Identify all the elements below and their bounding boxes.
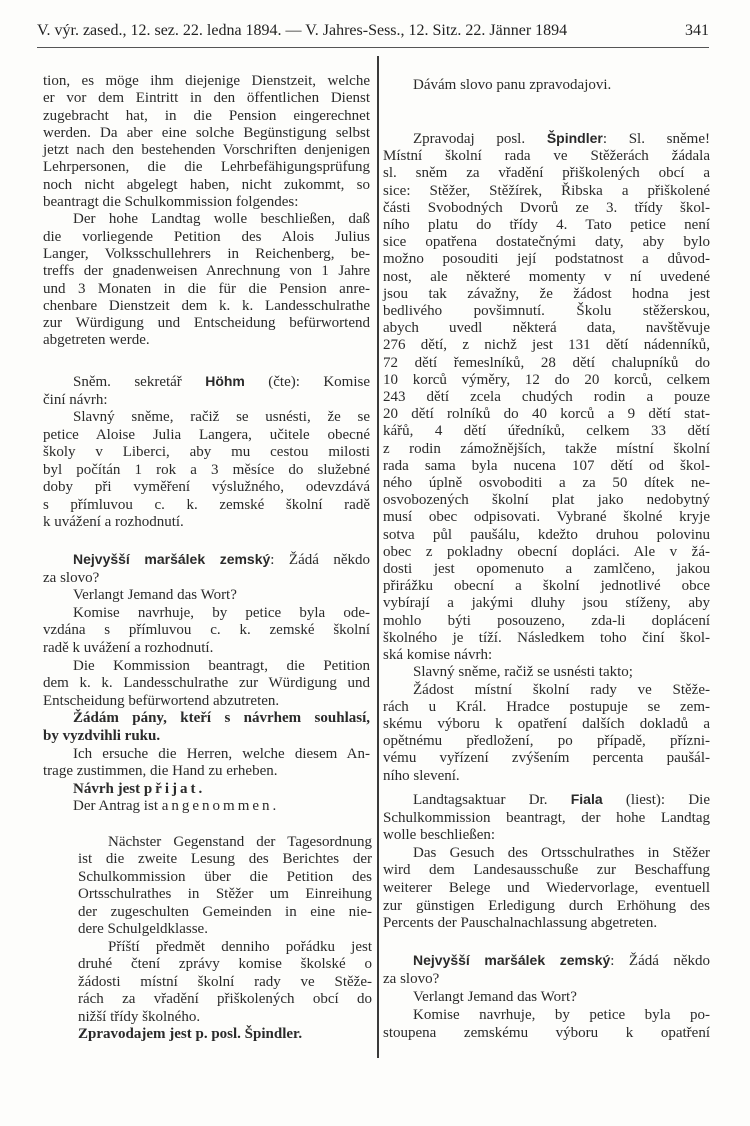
text-segment: jetzt nach den bestehenden Vorschriften denjenigen bbox=[43, 142, 370, 159]
text-line bbox=[43, 427, 370, 445]
text-segment: ního platu do třídy 4. Tato petice není bbox=[383, 217, 710, 234]
text-line bbox=[43, 746, 370, 764]
text-segment: werden. Da aber eine solche Begünstigung selbst bbox=[43, 124, 370, 141]
text-segment: Nächster Gegenstand der Tagesordnung bbox=[108, 834, 372, 850]
text-line bbox=[43, 194, 370, 211]
text-segment: sice opatřena dostatečnými daty, aby bylo bbox=[383, 234, 710, 251]
text-line bbox=[43, 281, 370, 298]
running-title: V. výr. zased., 12. sez. 22. ledna 1894. — V. Jahres-Sess., 12. Sitz. 22. Jänner 1894 bbox=[37, 22, 568, 39]
text-segment: činí návrh: bbox=[43, 391, 108, 408]
paragraph bbox=[383, 1006, 710, 1042]
text-line bbox=[43, 246, 370, 263]
text-line bbox=[43, 728, 370, 746]
text-line bbox=[78, 974, 372, 991]
text-line bbox=[43, 658, 370, 676]
text-line bbox=[78, 956, 372, 973]
paragraph bbox=[383, 130, 710, 664]
text-segment: . bbox=[272, 798, 277, 815]
right-column-section bbox=[383, 951, 710, 1042]
text-segment: přijat bbox=[143, 780, 199, 797]
text-line bbox=[43, 263, 370, 280]
paragraph bbox=[78, 939, 372, 1026]
paragraph bbox=[383, 951, 710, 988]
text-line bbox=[383, 699, 710, 716]
speaker-name: Fiala bbox=[570, 791, 603, 807]
paragraph bbox=[43, 710, 370, 745]
text-line bbox=[383, 286, 710, 303]
text-segment: s přímluvou c. k. zemské školní radě bbox=[43, 496, 370, 513]
text-segment: nost, ale některé momenty v ní uvedené bbox=[383, 268, 710, 285]
paragraph bbox=[43, 587, 370, 605]
text-line bbox=[78, 904, 372, 921]
text-segment: Místní školní rada ve Stěžerách žádala bbox=[383, 148, 710, 165]
text-segment: : Sl. sněme! bbox=[602, 131, 710, 147]
paragraph bbox=[43, 746, 370, 781]
text-line bbox=[383, 337, 710, 354]
text-line bbox=[43, 710, 370, 728]
text-line bbox=[383, 217, 710, 234]
text-segment: rada sama byla nucena 107 dětí od škol- bbox=[383, 457, 710, 474]
text-segment: petice Aloise Julia Langera, učitele obecné bbox=[43, 426, 370, 443]
speaker-name: Nejvyšší maršálek zemský bbox=[413, 952, 611, 968]
text-line bbox=[383, 578, 710, 595]
text-line bbox=[383, 441, 710, 458]
text-line bbox=[43, 693, 370, 711]
right-column-section bbox=[383, 77, 710, 94]
text-line bbox=[43, 142, 370, 159]
text-line bbox=[43, 763, 370, 781]
paragraph bbox=[43, 373, 370, 409]
text-line bbox=[383, 716, 710, 733]
text-segment: nižší třídy školného. bbox=[78, 1008, 201, 1025]
text-segment: by vyzdvihli ruku. bbox=[43, 727, 161, 744]
text-line bbox=[383, 768, 710, 785]
text-line bbox=[43, 570, 370, 588]
text-line bbox=[43, 587, 370, 605]
text-segment: doby při vyměření výslužného, odevzdává bbox=[43, 479, 370, 495]
text-segment: 10 korců výměry, 12 do 20 korců, celkem bbox=[383, 371, 710, 388]
paragraph bbox=[78, 834, 372, 939]
text-line bbox=[43, 462, 370, 480]
text-segment: Das Gesuch des Ortsschulrathes in Stěžer bbox=[413, 844, 710, 861]
text-segment: Die Kommission beantragt, die Petition bbox=[73, 657, 370, 674]
text-line bbox=[78, 921, 372, 938]
text-segment: Schulkommission beantragt, der hohe Landtag bbox=[383, 809, 710, 826]
text-segment: wird dem Landesausschuße zur Beschaffung bbox=[383, 862, 710, 879]
text-line bbox=[78, 939, 372, 956]
text-segment: sice: Stěžer, Stěžírek, Řibska a přiškolené bbox=[383, 182, 710, 199]
column-divider bbox=[377, 56, 379, 1058]
paragraph bbox=[383, 845, 710, 933]
text-segment: abych uvedl některá data, navštěvuje bbox=[383, 320, 710, 337]
text-segment: Ortsschulrathes in Stěžer um Einreihung bbox=[78, 886, 372, 903]
text-line bbox=[383, 423, 710, 440]
text-line bbox=[78, 851, 372, 868]
text-line bbox=[383, 544, 710, 561]
text-segment: noch nicht abgelegt haben, nicht zukommt, so bbox=[43, 176, 370, 193]
text-line bbox=[383, 527, 710, 544]
text-segment: angenommen bbox=[161, 798, 273, 815]
text-segment: Landtagsaktuar Dr. bbox=[413, 792, 571, 808]
text-segment: Komise navrhuje, by petice byla po- bbox=[413, 1007, 710, 1023]
text-line bbox=[383, 320, 710, 337]
paragraph bbox=[43, 798, 370, 816]
text-segment: 72 dětí řemeslníků, 28 dětí chalupníků do bbox=[383, 354, 710, 371]
text-segment: druhé čtení zprávy komise školské o bbox=[78, 956, 372, 973]
text-segment: Slavný sněme, račiž se usnésti, že se bbox=[73, 409, 370, 425]
text-segment: Dávám slovo panu zpravodajovi. bbox=[413, 77, 612, 93]
text-segment: rách u Král. Hradce postupuje se zem- bbox=[383, 698, 710, 715]
text-segment: weiterer Belege und Wiedervorlage, eventuell bbox=[383, 879, 710, 896]
text-segment: Percents der Pauschalnachlassung abgetreten. bbox=[383, 915, 658, 932]
text-segment: 243 dětí zcela chudých rodin a pouze bbox=[383, 389, 710, 406]
paragraph bbox=[383, 77, 710, 94]
text-segment: 20 dětí rolníků do 40 korců a 9 dětí stat- bbox=[383, 406, 710, 423]
text-line bbox=[383, 880, 710, 898]
text-line bbox=[383, 561, 710, 578]
text-line bbox=[43, 73, 370, 90]
text-segment: chenbare Dienstzeit dem k. k. Landesschulrathe bbox=[43, 297, 370, 314]
paragraph bbox=[383, 682, 710, 785]
text-segment: Verlangt Jemand das Wort? bbox=[73, 587, 237, 604]
text-line bbox=[43, 211, 370, 228]
text-segment: mohlo býti posouzeno, zda-li doplácení bbox=[383, 612, 710, 629]
text-line bbox=[383, 827, 710, 845]
text-line bbox=[43, 479, 370, 497]
text-line bbox=[43, 514, 370, 532]
text-segment: rách za vřadění přiškolených obcí do bbox=[78, 991, 372, 1008]
text-line bbox=[383, 509, 710, 526]
text-line bbox=[43, 108, 370, 125]
text-line bbox=[78, 886, 372, 903]
text-line bbox=[43, 622, 370, 640]
text-line bbox=[383, 1006, 710, 1024]
text-line bbox=[383, 750, 710, 767]
text-line bbox=[383, 130, 710, 148]
text-segment: za slovo? bbox=[43, 569, 100, 586]
text-line bbox=[383, 77, 710, 94]
text-segment: : Žádá někdo bbox=[610, 953, 710, 969]
text-segment: ská komise návrh: bbox=[383, 647, 493, 664]
paragraph bbox=[43, 211, 370, 349]
paragraph bbox=[383, 988, 710, 1006]
text-line bbox=[43, 125, 370, 142]
text-line bbox=[383, 951, 710, 970]
text-line bbox=[383, 372, 710, 389]
text-line bbox=[383, 613, 710, 630]
text-segment: Žádost místní školní rady ve Stěže- bbox=[413, 681, 710, 698]
text-line bbox=[383, 733, 710, 750]
text-segment: Slavný sněme, račiž se usnésti takto; bbox=[413, 664, 633, 681]
text-segment: bedlivého povšimnutí. Školu stěžerskou, bbox=[383, 303, 710, 320]
text-segment: radě k uvážení a rozhodnutí. bbox=[43, 639, 214, 656]
running-header bbox=[37, 22, 709, 46]
text-segment: skému výboru k opatření dalších dokladů a bbox=[383, 715, 710, 732]
text-line bbox=[383, 898, 710, 916]
text-line bbox=[383, 845, 710, 863]
paragraph bbox=[43, 551, 370, 587]
text-segment: k uvážení a rozhodnutí. bbox=[43, 514, 184, 530]
text-line bbox=[43, 675, 370, 693]
header-rule bbox=[37, 47, 709, 48]
right-column-section bbox=[383, 791, 710, 933]
text-line bbox=[383, 475, 710, 492]
text-line bbox=[383, 389, 710, 406]
text-segment: sl. sněm za vřadění přiškolených obcí a bbox=[383, 165, 710, 182]
text-segment: Schulkommission über die Petition des bbox=[78, 868, 372, 885]
text-line bbox=[43, 605, 370, 623]
paragraph bbox=[43, 73, 370, 211]
text-segment: dem k. k. Landesschulrathe zur Würdigung und bbox=[43, 675, 370, 692]
text-line bbox=[43, 640, 370, 658]
text-line bbox=[78, 1026, 372, 1043]
text-segment: byl počítán 1 rok a 3 měsíce do služebné bbox=[43, 461, 370, 478]
text-segment: Žádám pány, kteří s návrhem souhlasí, bbox=[73, 710, 370, 727]
text-line bbox=[43, 298, 370, 315]
text-segment: Sněm. sekretář bbox=[73, 374, 206, 390]
text-segment: treffs der gnadenweisen Anrechnung von 1 Jahre bbox=[43, 263, 370, 280]
text-segment: ního slevení. bbox=[383, 767, 460, 784]
text-segment: dere Schulgeldklasse. bbox=[78, 921, 208, 938]
text-segment: možno posouditi její podstatnost a důvod- bbox=[383, 251, 710, 268]
text-segment: stoupena zemskému výboru k opatření bbox=[383, 1025, 710, 1041]
text-segment: zur günstigen Erledigung durch Erhöhung des bbox=[383, 897, 710, 914]
text-segment: tion, es möge ihm diejenige Dienstzeit, welche bbox=[43, 73, 370, 89]
text-segment: sotva půl paušálu, kdežto druhou polovinu bbox=[383, 526, 710, 543]
text-segment: (liest): Die bbox=[602, 792, 710, 808]
text-line bbox=[383, 234, 710, 251]
speaker-name: Höhm bbox=[205, 373, 245, 389]
text-segment: : Žádá někdo bbox=[270, 552, 370, 568]
text-segment: zugebracht hat, in die Pension eingerechnet bbox=[43, 107, 370, 124]
text-line bbox=[43, 781, 370, 799]
text-segment: vzdána s přímluvou c. k. zemské školní bbox=[43, 622, 370, 639]
text-line bbox=[383, 165, 710, 182]
paragraph bbox=[43, 781, 370, 799]
text-line bbox=[43, 177, 370, 194]
text-line bbox=[383, 183, 710, 200]
text-segment: přirážku obecní a školní jednotlivé obce bbox=[383, 578, 710, 595]
text-segment: er vor dem Eintritt in den öffentlichen Dienst bbox=[43, 90, 370, 107]
text-line bbox=[78, 991, 372, 1008]
text-line bbox=[383, 810, 710, 828]
text-segment: . bbox=[198, 780, 203, 797]
text-segment: kářů, 4 dětí úředníků, celkem 33 dětí bbox=[383, 423, 710, 440]
text-segment: (čte): Komise bbox=[244, 374, 370, 390]
text-line bbox=[43, 229, 370, 246]
text-segment: musí obec odpisovati. Vybrané školné kryje bbox=[383, 509, 710, 526]
text-segment: školy v Liberci, aby mu cestou milosti bbox=[43, 444, 370, 460]
paragraph bbox=[383, 664, 710, 681]
text-line bbox=[383, 355, 710, 372]
text-segment: školného je tíží. Následkem toho činí škol- bbox=[383, 629, 710, 646]
text-segment: Verlangt Jemand das Wort? bbox=[413, 989, 577, 1005]
text-segment: Ich ersuche die Herren, welche diesem An- bbox=[73, 745, 370, 762]
left-column-section bbox=[43, 551, 370, 816]
paragraph bbox=[43, 409, 370, 532]
text-line bbox=[383, 970, 710, 988]
paragraph bbox=[383, 791, 710, 845]
speaker-name: Špindler bbox=[546, 130, 603, 146]
right-column-section bbox=[383, 130, 710, 785]
text-segment: abgetreten werde. bbox=[43, 332, 150, 349]
text-line bbox=[383, 664, 710, 681]
text-line bbox=[78, 1009, 372, 1026]
paragraph bbox=[43, 605, 370, 658]
text-segment: und 3 Monaten in die für die Pension anre- bbox=[43, 280, 370, 297]
text-line bbox=[43, 332, 370, 349]
speaker-name: Nejvyšší maršálek zemský bbox=[73, 551, 271, 567]
text-line bbox=[383, 630, 710, 647]
text-segment: 276 dětí, z nichž jest 131 dětí nádenníků, bbox=[383, 337, 710, 354]
text-segment: Příští předmět denniho pořádku jest bbox=[108, 938, 372, 955]
text-segment: vému vyřízení zvýšením percenta paušál- bbox=[383, 750, 710, 767]
text-segment: za slovo? bbox=[383, 971, 440, 987]
text-segment: Entscheidung befürwortend abzutreten. bbox=[43, 692, 280, 709]
text-segment: Komise navrhuje, by petice byla ode- bbox=[73, 604, 370, 621]
left-column-section bbox=[43, 373, 370, 532]
text-segment: opětnému předložení, po případě, přízni- bbox=[383, 733, 710, 750]
text-line bbox=[383, 1024, 710, 1042]
text-line bbox=[383, 988, 710, 1006]
text-line bbox=[43, 90, 370, 107]
text-segment: obec z pokladny obecní dopláci. Ale v žá- bbox=[383, 543, 710, 560]
text-segment: části Svobodných Dvorů ze 3. třídy škol- bbox=[383, 199, 710, 216]
text-line bbox=[383, 269, 710, 286]
text-line bbox=[43, 392, 370, 410]
text-segment: Zpravodaj posl. bbox=[413, 131, 547, 147]
text-segment: ist die zweite Lesung des Berichtes der bbox=[78, 851, 372, 868]
text-line bbox=[383, 406, 710, 423]
text-line bbox=[383, 303, 710, 320]
text-line bbox=[78, 869, 372, 886]
text-segment: dosti jest opomenuto a zamlčeno, jakou bbox=[383, 561, 710, 578]
text-line bbox=[383, 148, 710, 165]
text-line bbox=[43, 373, 370, 392]
text-line bbox=[383, 682, 710, 699]
text-line bbox=[43, 444, 370, 462]
text-segment: Návrh jest bbox=[73, 780, 144, 797]
text-line bbox=[383, 915, 710, 933]
text-line bbox=[78, 834, 372, 851]
text-segment: Der Antrag ist bbox=[73, 798, 162, 815]
text-segment: der zugeschulten Gemeinden in eine nie- bbox=[78, 903, 372, 920]
text-line bbox=[43, 409, 370, 427]
text-line bbox=[383, 200, 710, 217]
text-line bbox=[43, 497, 370, 515]
text-line bbox=[383, 458, 710, 475]
text-segment: trage zustimmen, die Hand zu erheben. bbox=[43, 763, 278, 780]
left-column-section bbox=[78, 834, 372, 1043]
text-segment: die vorliegende Petition des Alois Julius bbox=[43, 228, 370, 245]
text-segment: ného úplně osvoboditi a za 50 dítek ne- bbox=[383, 475, 710, 492]
page-number: 341 bbox=[685, 22, 709, 39]
text-line bbox=[383, 251, 710, 268]
text-line bbox=[43, 551, 370, 570]
text-line bbox=[383, 647, 710, 664]
text-segment: žádosti místní školní rady ve Stěže- bbox=[78, 973, 372, 990]
text-segment: vybírají a jakými dluhy jsou stíženy, aby bbox=[383, 595, 710, 612]
text-segment: Zpravodajem jest p. posl. Špindler. bbox=[78, 1025, 303, 1042]
text-line bbox=[383, 492, 710, 509]
text-segment: Lehrpersonen, die die Lehrbefähigungsprüfung bbox=[43, 159, 370, 176]
text-line bbox=[383, 595, 710, 612]
text-segment: Der hohe Landtag wolle beschließen, daß bbox=[73, 211, 370, 228]
text-segment: zur Würdigung und Entscheidung befürwortend bbox=[43, 315, 370, 332]
paragraph bbox=[43, 658, 370, 711]
text-segment: osvobozených školní plat jako nedobytný bbox=[383, 492, 710, 509]
text-line bbox=[43, 315, 370, 332]
paragraph bbox=[78, 1026, 372, 1043]
text-line bbox=[383, 862, 710, 880]
text-segment: jsou tak závažny, že žádost hodna jest bbox=[383, 285, 710, 302]
text-segment: z rodin zámožnějších, takže místní školní bbox=[383, 440, 710, 457]
text-line bbox=[43, 798, 370, 816]
text-segment: Langer, Volksschullehrers in Reichenberg, be- bbox=[43, 245, 370, 262]
text-line bbox=[43, 159, 370, 176]
text-segment: beantragt die Schulkommission folgendes: bbox=[43, 194, 299, 211]
text-segment: wolle beschließen: bbox=[383, 827, 496, 844]
text-line bbox=[383, 791, 710, 810]
left-column-section bbox=[43, 73, 370, 350]
